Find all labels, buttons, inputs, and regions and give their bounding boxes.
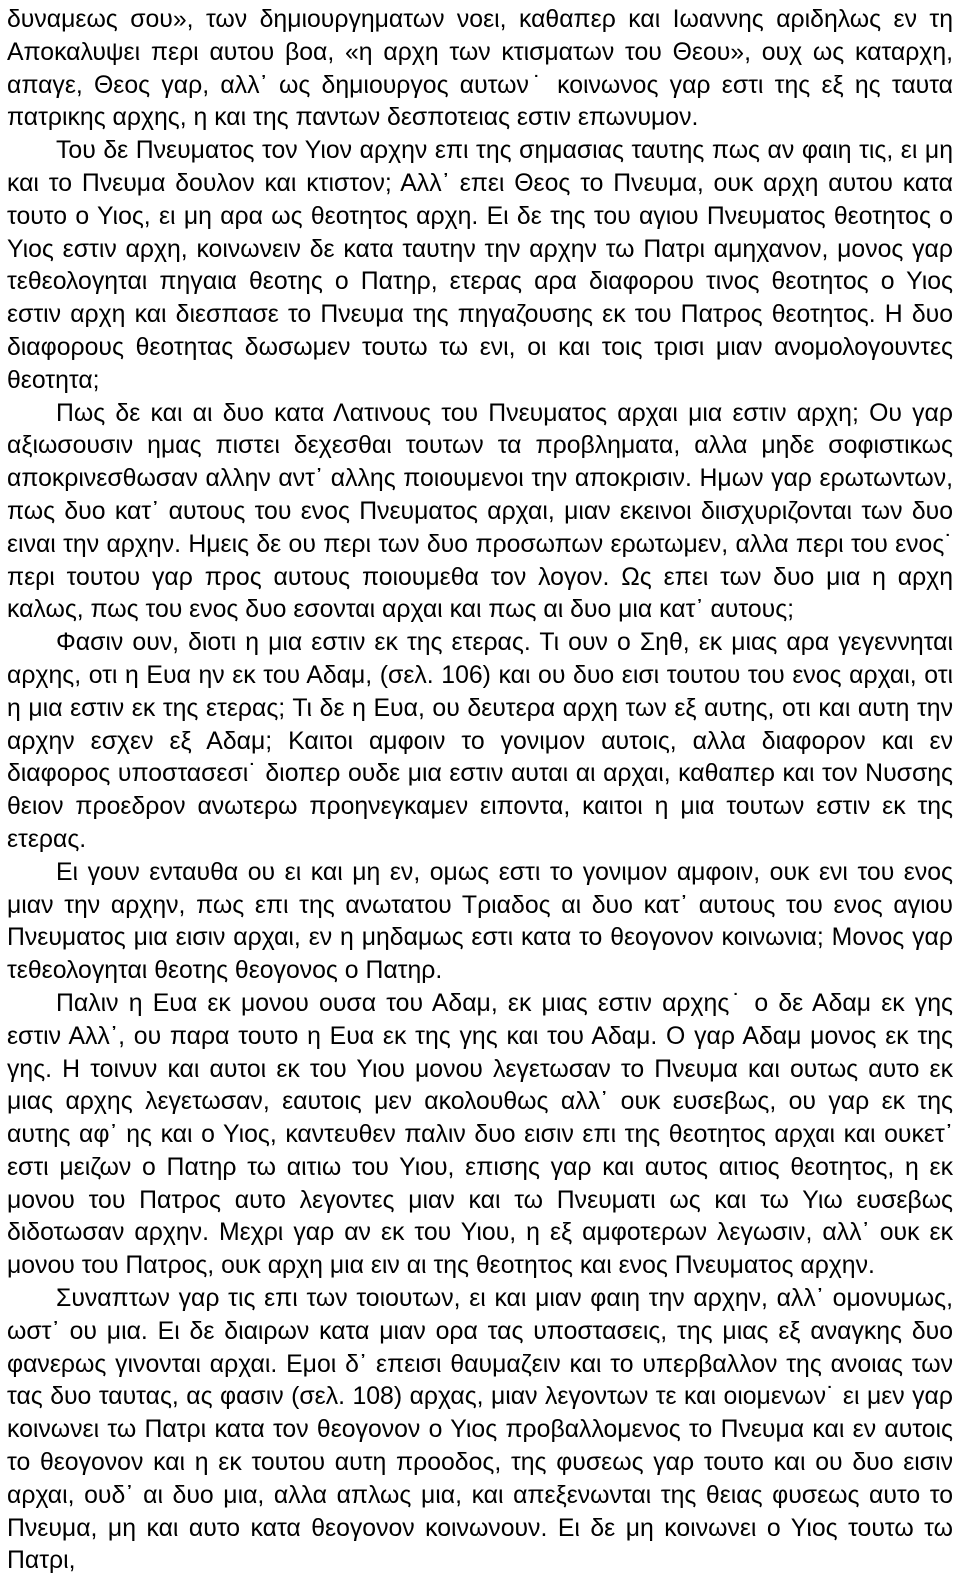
paragraph-2: Του δε Πνευματος τον Υιον αρχην επι της σημασιας ταυτης πως αν φαιη τις, ει μη και το Πνευμα δουλον και κτιστον; Αλλ᾿ επει Θεος το Πνευμα, ουκ αρχη αυτου κατα τουτο ο Υιος, ει μη αρα ως θεοτητος αρχη. Ει δε της του αγιου Πνευματος θεοτητος ο Υιος εστιν αρχη, κοινωνειν δε κατα ταυτην την αρχην τω Πατρι αμηχανον, μονος γαρ τεθεολογηται πηγαια θεοτης ο Πατηρ, ετερας αρα διαφορου τινος θεοτητος ο Υιος εστιν αρχη και διεσπασε το Πνευμα της πηγαζουσης εκ του Πατρος θεοτητος. Η δυο διαφορους θεοτητας δωσωμεν τουτω τω ενι, οι και τοις τρισι μιαν ανομολογουντες θεοτητα; — [7, 137, 953, 394]
paragraph-7: Συναπτων γαρ τις επι των τοιουτων, ει και μιαν φαιη την αρχην, αλλ᾿ ομονυμως, ωστ᾿ ου μια. Ει δε διαιρων κατα μιαν ορα τας υποστασεις, της μιας εξ αναγκης δυο φανερως γινονται αρχαι. Εμοι δ᾿ επεισι θαυμαζειν και το υπερβαλλον της ανοιας των τας δυο ταυτας, ας φασιν (σελ. 108) αρχας, μιαν λεγοντων τε και οιομενων˙ ει μεν γαρ κοινωνει τω Πατρι κατα τον θεογονον ο Υιος προβαλλομενος το Πνευμα και εν αυτοις το θεογονον και η εκ τουτου αυτη προοδος, της φυσεως γαρ τουτο και ου δυο εισιν αρχαι, ουδ᾿ αι δυο μια, αλλα απλως μια, και απεξενωνται της θειας φυσεως αυτο το Πνευμα, μη και αυτο κατα θεογονον κοινωνουν. Ει δε μη κοινωνει ο Υιος τουτω τω Πατρι, — [7, 1285, 953, 1575]
paragraph-6: Παλιν η Ευα εκ μονου ουσα του Αδαμ, εκ μιας εστιν αρχης˙ ο δε Αδαμ εκ γης εστιν Αλλ᾿, ου παρα τουτο η Ευα εκ της γης και του Αδαμ. Ο γαρ Αδαμ μονος εκ της γης. Η τοινυν και αυτοι εκ του Υιου μονου λεγετωσαν το Πνευμα και ουτως αυτο εκ μιας αρχης λεγετωσαν, εαυτοις μεν ακολουθως αλλ᾿ ουκ ευσεβως, ου γαρ εκ της αυτης αφ᾿ ης και ο Υιος, καντευθεν παλιν δυο εισιν επι της θεοτητος αρχαι και ουκετ᾿ εστι μειζων ο Πατηρ τω αιτιω του Υιου, επισης γαρ και αυτος αιτιος θεοτητος, η εκ μονου του Πατρος αυτο λεγοντες μιαν και τω Πνευματι ως και τω Υιω ευσεβως διδοτωσαν αρχην. Μεχρι γαρ αν εκ του Υιου, η εξ αμφοτερων λεγωσιν, αλλ᾿ ουκ εκ μονου του Πατρος, ουκ αρχη μια ειν αι της θεοτητος και ενος Πνευματος αρχην. — [7, 989, 953, 1280]
paragraph-1: δυναμεως σου», των δημιουργηματων νοει, καθαπερ και Ιωαννης αριδηλως εν τη Αποκαλυψει περι αυτου βοα, «η αρχη των κτισματων του Θεου», ουχ ως καταρχη, απαγε, Θεος γαρ, αλλ᾿ ως δημιουργος αυτων˙ κοινωνος γαρ εστι της εξ ης ταυτα πατρικης αρχης, η και της παντων δεσποτειας εστιν επωνυμον. — [7, 6, 953, 132]
paragraph-5: Ει γουν ενταυθα ου ει και μη εν, ομως εστι το γονιμον αμφοιν, ουκ ενι του ενος μιαν την αρχην, πως επι της ανωτατου Τριαδος αι δυο κατ᾿ αυτους του ενος αγιου Πνευματος μια εισιν αρχαι, εν η μηδαμως εστι κατα το θεογονον κοινωνια; Μονος γαρ τεθεολογηται θεοτης θεογονος ο Πατηρ. — [7, 858, 953, 985]
paragraph-4: Φασιν ουν, διοτι η μια εστιν εκ της ετερας. Τι ουν ο Σηθ, εκ μιας αρα γεγεννηται αρχης, οτι η Ευα ην εκ του Αδαμ, (σελ. 106) και ου δυο εισι τουτου του ενος αρχαι, οτι η μια εστιν εκ της ετερας; Τι δε η Ευα, ου δευτερα αρχη των εξ αυτης, οτι και αυτη την αρχην εσχεν εξ Αδαμ; Καιτοι αμφοιν το γονιμον αυτοις, αλλα διαφορον και εν διαφορος υποστασεσι˙ διοπερ ουδε μια εστιν αυται αι αρχαι, καθαπερ και τον Νυσσης θειον προεδρον ανωτερω προηνεγκαμεν ειποντα, καιτοι η μια τουτων εστιν εκ της ετερας. — [7, 629, 953, 853]
paragraph-3: Πως δε και αι δυο κατα Λατινους του Πνευματος αρχαι μια εστιν αρχη; Ου γαρ αξιωσουσιν ημας πιστει δεχεσθαι τουτων τα προβληματα, αλλα μηδε σοφιστικως αποκρινεσθωσαν αλλην αντ᾿ αλλης ποιουμενοι την αποκρισιν. Ημων γαρ ερωτωντων, πως δυο κατ᾿ αυτους του ενος Πνευματος αρχαι, μιαν εκεινοι διισχυριζονται των δυο ειναι την αρχην. Ημεις δε ου περι των δυο προσωπων ερωτωμεν, αλλα περι του ενος˙ περι τουτου γαρ προς αυτους ποιουμεθα τον λογον. Ως επει των δυο μια η αρχη καλως, πως του ενος δυο εσονται αρχαι και πως αι δυο μια κατ᾿ αυτους; — [7, 399, 953, 624]
